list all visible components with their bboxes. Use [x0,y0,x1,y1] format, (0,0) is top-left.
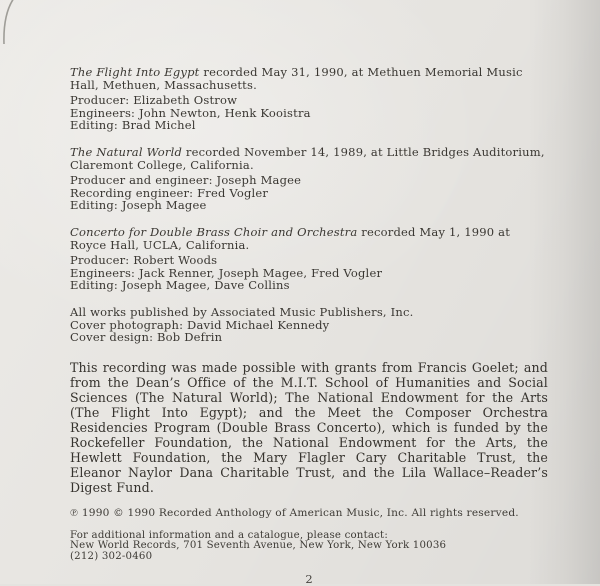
credits-list [70,174,548,212]
publishing-line: Cover photograph: David Michael Kennedy [70,317,330,332]
credits-list [70,94,548,132]
credit-line: Recording engineer: Fred Vogler [70,185,269,200]
recording-title-line [70,226,548,251]
contact-line: New World Records, 701 Seventh Avenue, New York, New York 10036 [70,540,447,552]
credit-line: Engineers: John Newton, Henk Kooistra [70,105,311,120]
credit-line: Editing: Joseph Magee [70,198,207,213]
work-title: The Flight Into Egypt [70,65,200,79]
publishing-block [70,306,548,344]
grants-paragraph: This recording was made possible with grants from Francis Goelet; and from the Dean’s Office of the M.I.T. School of Humanities and Social Sciences (The Natural World); The National Endowment for the Arts (The Flight Into Egypt); and the Meet the Composer Orchestra Residencies Program (Double Brass Concerto), which is funded by the Rockefeller Foundation, the National Endowment for the Arts, the Hewlett Foundation, the Mary Flagler Cary Charitable Trust, the Eleanor Naylor Dana Charitable Trust, and the Lila Wallace–Reader’s Digest Fund. [70,359,548,495]
credit-line: Engineers: Jack Renner, Joseph Magee, Fred Vogler [70,265,383,280]
credit-line: Producer and engineer: Joseph Magee [70,173,302,188]
recording-title-line [70,146,548,171]
publishing-line: Cover design: Bob Defrin [70,330,223,345]
recording-block-double-brass-concerto [70,226,548,292]
credit-line: Producer: Elizabeth Ostrow [70,93,238,108]
publishing-line: All works published by Associated Music Publishers, Inc. [70,304,414,319]
credits-list [70,254,548,292]
page-content [70,66,548,586]
recording-details: recorded November 14, 1989, at Little Bridges Auditorium, Claremont College, California. [70,144,545,172]
page-number: 2 [305,572,313,586]
credit-line: Producer: Robert Woods [70,253,218,268]
copyright-line: ℗ 1990 © 1990 Recorded Anthology of American Music, Inc. All rights reserved. [70,506,519,519]
recording-title-line [70,66,548,91]
recording-block-natural-world [70,146,548,212]
contact-line: For additional information and a catalogue, please contact: [70,529,388,541]
credit-line: Editing: Brad Michel [70,118,196,133]
contact-block [70,531,548,563]
contact-line: (212) 302-0460 [70,550,153,562]
recording-block-flight-into-egypt [70,66,548,132]
recording-details: recorded May 1, 1990 at Royce Hall, UCLA, California. [70,224,511,252]
work-title: The Natural World [70,144,183,159]
credit-line: Editing: Joseph Magee, Dave Collins [70,278,290,293]
work-title: Concerto for Double Brass Choir and Orchestra [70,224,358,239]
recording-details: recorded May 31, 1990, at Methuen Memorial Music Hall, Methuen, Massachusetts. [70,65,523,92]
page-corner-artifact [0,0,30,60]
